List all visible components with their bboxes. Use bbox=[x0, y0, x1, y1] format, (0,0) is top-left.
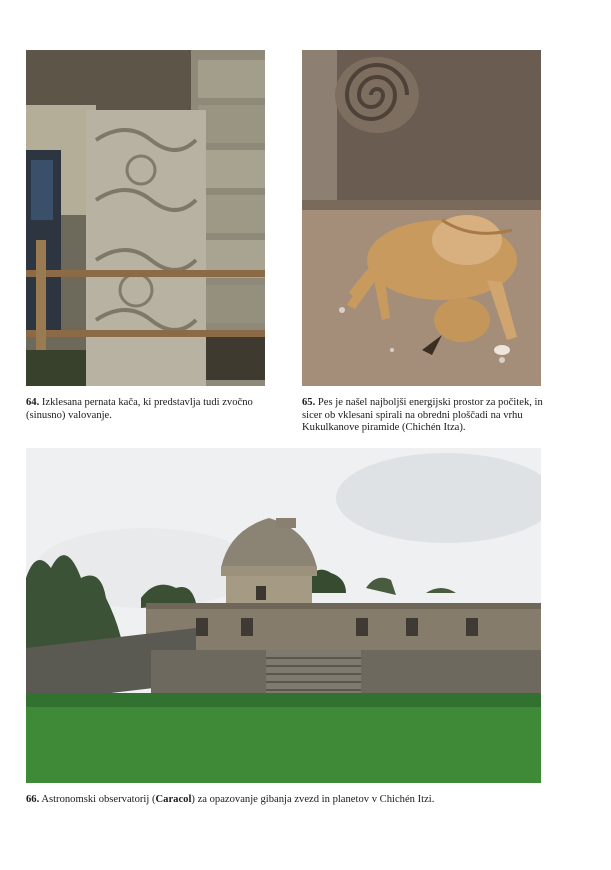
figure-64-caption bbox=[26, 397, 266, 422]
figure-65-caption bbox=[302, 397, 552, 435]
figure-66-text-pre: Astronomski observatorij ( bbox=[41, 794, 156, 805]
figure-66-text-bold: Caracol bbox=[155, 794, 192, 805]
figure-65-number: 65. bbox=[302, 397, 316, 408]
figure-66-text-post: ) za opazovanje gibanja zvezd in planetov v Chichén Itzi. bbox=[191, 794, 435, 805]
figure-64-text: Izklesana pernata kača, ki predstavlja tudi zvočno (sinusno) valovanje. bbox=[26, 397, 253, 421]
figure-65-text: Pes je našel najboljši energijski prostor za počitek, in sicer ob vklesani spirali na obredni ploščadi na vrhu Kukulkanove piramide (Chichén Itza). bbox=[302, 397, 543, 434]
photo-caracol-observatory bbox=[26, 448, 541, 783]
photo-feathered-serpent bbox=[26, 50, 265, 386]
figure-64-number: 64. bbox=[26, 397, 40, 408]
figure-66-number: 66. bbox=[26, 794, 40, 805]
figure-66-caption bbox=[26, 794, 586, 807]
photo-dog-spiral bbox=[302, 50, 541, 386]
